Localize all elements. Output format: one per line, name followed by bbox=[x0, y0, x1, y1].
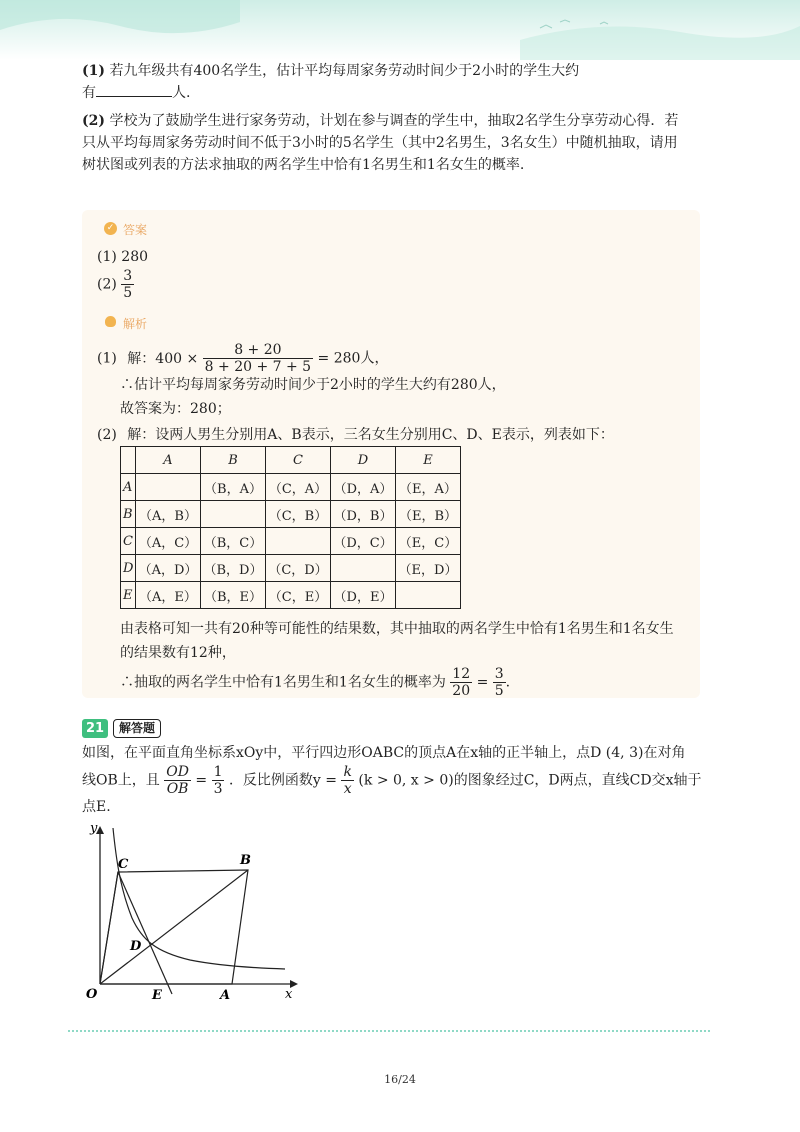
table-cell: （D，A） bbox=[331, 474, 396, 501]
table-row-header: B bbox=[121, 501, 136, 528]
geometry-figure bbox=[80, 818, 310, 1008]
equals-sign: = bbox=[476, 674, 489, 691]
table-cell: （B，C） bbox=[201, 528, 266, 555]
table-cell: （E，C） bbox=[396, 528, 461, 555]
table-cell bbox=[201, 501, 266, 528]
table-cell: （B，D） bbox=[201, 555, 266, 582]
table-cell: （C，A） bbox=[266, 474, 331, 501]
frac-num: 1 bbox=[213, 764, 223, 780]
answer-tag: 答案 bbox=[123, 223, 148, 237]
table-cell: （E，D） bbox=[396, 555, 461, 582]
table-cell: （C，B） bbox=[266, 501, 331, 528]
q20-part1 bbox=[82, 60, 722, 104]
table-col-header: E bbox=[396, 447, 461, 474]
fraction-3-5 bbox=[493, 666, 506, 699]
analysis-1-line3: 故答案为：280； bbox=[120, 401, 231, 417]
table-cell: （A，D） bbox=[136, 555, 201, 582]
table-row-header: A bbox=[121, 474, 136, 501]
table-cell bbox=[136, 474, 201, 501]
analysis-2-label: (2) bbox=[97, 427, 117, 443]
q21-line2-c: (k > 0, x > 0)的图象经过C，D两点，直线CD交x轴于 bbox=[358, 772, 702, 789]
analysis-2-line2: 由表格可知一共有20种等可能性的结果数，其中抽取的两名学生中恰有1名男生和1名女生 bbox=[120, 621, 674, 637]
table-row-header: E bbox=[121, 582, 136, 609]
analysis-tag: 解析 bbox=[123, 317, 148, 331]
table-row bbox=[121, 555, 461, 582]
table-row-header: C bbox=[121, 528, 136, 555]
q21-line2 bbox=[82, 764, 701, 797]
q20-part1-suffix: 人. bbox=[172, 85, 191, 101]
header-banner bbox=[0, 0, 800, 60]
table-cell: （C，D） bbox=[266, 555, 331, 582]
answer-1 bbox=[97, 246, 148, 268]
label-B: B bbox=[240, 853, 251, 868]
analysis-1-line2: ∴估计平均每周家务劳动时间少于2小时的学生大约有280人， bbox=[120, 377, 506, 393]
table-cell: （D，C） bbox=[331, 528, 396, 555]
table-row-header: D bbox=[121, 555, 136, 582]
q20-part2-label: (2) bbox=[82, 113, 105, 129]
table-cell: （C，E） bbox=[266, 582, 331, 609]
frac-num: k bbox=[343, 764, 352, 780]
table-cell: （E，B） bbox=[396, 501, 461, 528]
q20-part2 bbox=[82, 110, 722, 176]
q21-line1: 如图，在平面直角坐标系xOy中，平行四边形OABC的顶点A在x轴的正半轴上，点D (4, 3)在对角 bbox=[82, 745, 686, 761]
table-row bbox=[121, 474, 461, 501]
q21-line2-a: 线OB上，且 bbox=[82, 772, 160, 789]
frac-den: 8 + 20 + 7 + 5 bbox=[204, 359, 312, 375]
analysis-2-line1 bbox=[97, 424, 614, 446]
ratio-fraction bbox=[164, 764, 191, 797]
outcome-table bbox=[120, 446, 461, 609]
table-cell: （D，B） bbox=[331, 501, 396, 528]
frac-num: 12 bbox=[452, 666, 471, 682]
q20-part2-line2: 只从平均每周家务劳动时间不低于3小时的5名学生（其中2名男生，3名女生）中随机抽取，请用 bbox=[82, 135, 678, 151]
q21-line3: 点E. bbox=[82, 799, 111, 815]
period: . bbox=[505, 674, 511, 691]
frac-num: 3 bbox=[123, 268, 133, 284]
analysis-1-label: (1) bbox=[97, 350, 117, 367]
table-row bbox=[121, 528, 461, 555]
segment-OC bbox=[100, 872, 118, 984]
answer-2-label: (2) bbox=[97, 276, 117, 293]
analysis-1-prefix: 解：400 × bbox=[127, 350, 199, 367]
frac-den: 5 bbox=[494, 683, 504, 699]
table-col-header: A bbox=[136, 447, 201, 474]
table-cell: （E，A） bbox=[396, 474, 461, 501]
analysis-1-line1 bbox=[97, 342, 388, 375]
q20-part2-line1: 学校为了鼓励学生进行家务劳动，计划在参与调查的学生中，抽取2名学生分享劳动心得．若 bbox=[109, 113, 679, 129]
analysis-1-fraction bbox=[203, 342, 313, 375]
check-icon: ✓ bbox=[104, 222, 117, 235]
table-row bbox=[121, 501, 461, 528]
question-type-badge: 解答题 bbox=[113, 719, 161, 738]
analysis-1-suffix: = 280人， bbox=[317, 350, 389, 367]
table-col-header: D bbox=[331, 447, 396, 474]
answer-1-label: (1) bbox=[97, 249, 117, 265]
question-number-badge: 21 bbox=[82, 719, 108, 738]
dotted-divider bbox=[68, 1030, 710, 1032]
frac-den: OB bbox=[166, 781, 189, 797]
label-O: O bbox=[86, 987, 98, 1002]
lightbulb-icon bbox=[105, 316, 116, 327]
q20-part1-prefix: 有 bbox=[82, 85, 96, 101]
label-C: C bbox=[118, 857, 129, 872]
analysis-2-text: 解：设两人男生分别用A、B表示，三名女生分别用C、D、E表示，列表如下： bbox=[127, 427, 614, 443]
table-cell: （D，E） bbox=[331, 582, 396, 609]
answer-1-value: 280 bbox=[121, 249, 149, 265]
table-cell: （B，E） bbox=[201, 582, 266, 609]
q20-part1-label: (1) bbox=[82, 63, 105, 79]
analysis-2-line4-text: ∴抽取的两名学生中恰有1名男生和1名女生的概率为 bbox=[120, 674, 446, 691]
label-x: x bbox=[285, 987, 293, 1002]
line-CE bbox=[118, 872, 172, 994]
frac-den: 3 bbox=[213, 781, 223, 797]
table-row bbox=[121, 582, 461, 609]
label-A: A bbox=[220, 988, 231, 1003]
frac-num: 3 bbox=[494, 666, 504, 682]
table-cell: （A，E） bbox=[136, 582, 201, 609]
ratio-value-fraction bbox=[212, 764, 225, 797]
q20-part1-text-a: 若九年级共有400名学生，估计平均每周家务劳动时间少于2小时的学生大约 bbox=[109, 63, 580, 79]
label-D: D bbox=[130, 939, 142, 954]
table-corner bbox=[121, 447, 136, 474]
table-cell bbox=[266, 528, 331, 555]
table-cell: （A，C） bbox=[136, 528, 201, 555]
q20-part2-line3: 树状图或列表的方法求抽取的两名学生中恰有1名男生和1名女生的概率. bbox=[82, 157, 525, 173]
analysis-2-line4 bbox=[120, 666, 510, 699]
frac-num: OD bbox=[166, 764, 189, 780]
frac-den: 20 bbox=[452, 683, 471, 699]
frac-num: 8 + 20 bbox=[203, 342, 313, 359]
k-over-x-fraction bbox=[341, 764, 353, 797]
label-E: E bbox=[152, 988, 162, 1003]
table-header-row bbox=[121, 447, 461, 474]
answer-2 bbox=[97, 268, 134, 301]
q21-line2-b: ．反比例函数y = bbox=[228, 772, 338, 789]
frac-den: 5 bbox=[123, 285, 133, 301]
equals-sign: = bbox=[195, 772, 208, 789]
answer-blank[interactable] bbox=[96, 82, 172, 97]
page-number: 16/24 bbox=[384, 1073, 416, 1086]
table-cell: （B，A） bbox=[201, 474, 266, 501]
table-col-header: C bbox=[266, 447, 331, 474]
table-col-header: B bbox=[201, 447, 266, 474]
table-cell bbox=[331, 555, 396, 582]
frac-den: x bbox=[343, 781, 352, 797]
label-y: y bbox=[90, 821, 98, 836]
analysis-2-line3: 的结果数有12种， bbox=[120, 645, 236, 661]
answer-2-fraction bbox=[121, 268, 134, 301]
fraction-12-20 bbox=[450, 666, 472, 699]
table-cell bbox=[396, 582, 461, 609]
table-cell: （A，B） bbox=[136, 501, 201, 528]
